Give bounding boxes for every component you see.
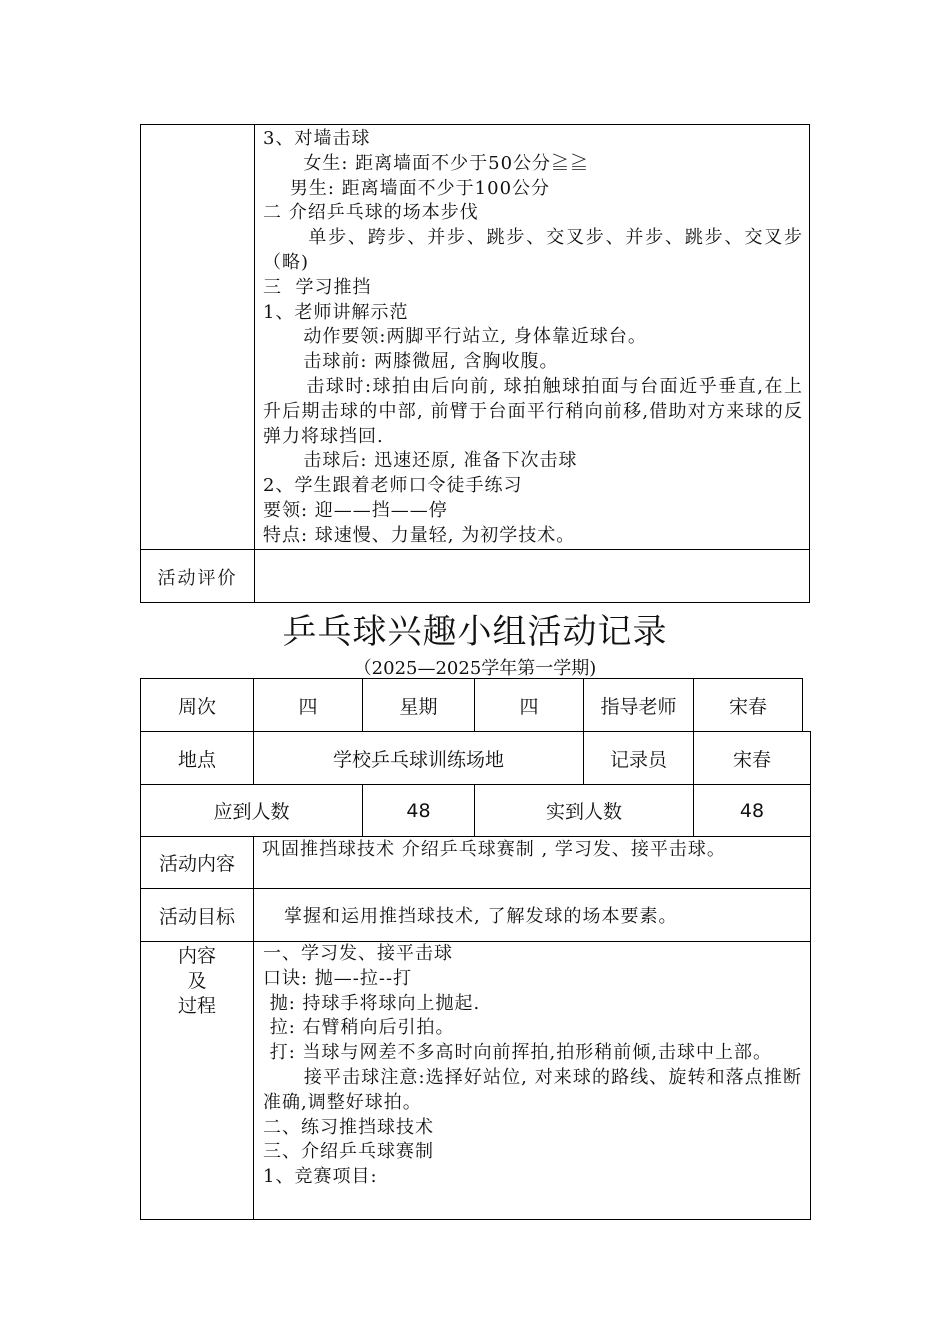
process-label [140,941,254,1220]
teacher-value: 宋春 [693,678,803,732]
process-label-line: 及 [187,970,207,992]
table-divider [254,125,255,602]
content-label: 活动内容 [140,836,254,889]
activity-process-text [263,127,803,549]
text-line: 男生: 距离墙面不少于100公分 [263,177,551,199]
actual-attendance-label: 实到人数 [474,784,694,837]
location-value: 学校乒乓球训练场地 [253,731,584,785]
text-line: 1、老师讲解示范 [263,301,409,323]
text-line: 三 学习推挡 [263,276,372,298]
process-line: 抛: 持球手将球向上抛起. [263,992,481,1014]
text-line: 动作要领:两脚平行站立, 身体靠近球台。 [263,326,647,348]
actual-attendance-value: 48 [693,784,811,837]
text-line: 要领: 迎——挡——停 [263,499,448,521]
text-line: 特点: 球速慢、力量轻, 为初学技术。 [263,524,576,546]
text-line: 单步、跨步、并步、跳步、交叉步、并步、跳步、交叉步（略) [263,227,803,273]
previous-record-table [140,124,810,603]
goal-value: 掌握和运用推挡球技术, 了解发球的场本要素。 [253,888,811,942]
process-line: 打: 当球与网差不多高时向前挥拍,拍形稍前倾,击球中上部。 [263,1042,772,1064]
location-label: 地点 [140,731,254,785]
process-line: 拉: 右臂稍向后引拍。 [263,1017,455,1039]
text-line: 3、对墙击球 [263,128,371,149]
recorder-label: 记录员 [583,731,694,785]
teacher-label: 指导老师 [583,678,694,732]
semester-subtitle: （2025—2025学年第一学期) [353,658,597,679]
week-label: 周次 [140,678,254,732]
record-title: 乒乓球兴趣小组活动记录 [282,612,668,652]
process-line: 一、学习发、接平击球 [263,943,453,964]
process-line: 1、竞赛项目: [263,1166,378,1188]
process-line: 口诀: 抛—-拉--打 [263,967,413,989]
text-line: 击球后: 迅速还原, 准备下次击球 [263,450,578,472]
evaluation-label: 活动评价 [157,567,238,589]
recorder-value: 宋春 [693,731,811,785]
weekday-label: 星期 [362,678,475,732]
process-label-line: 过程 [177,995,216,1017]
text-line: 击球时:球拍由后向前, 球拍触球拍面与台面近乎垂直,在上升后期击球的中部, 前臂于台面平行稍向前移,借助对方来球的反弹力将球挡回. [263,375,803,447]
process-label-line: 内容 [177,945,216,967]
process-line: 三、介绍乒乓球赛制 [263,1141,434,1163]
text-line: 女生: 距离墙面不少于50公分≧≧ [263,152,590,174]
text-line: 2、学生跟着老师口令徒手练习 [263,475,523,497]
content-value: 巩固推挡球技术 介绍乒乓球赛制 , 学习发、接平击球。 [253,836,811,889]
week-value: 四 [253,678,363,732]
process-content [253,941,811,1220]
expected-attendance-label: 应到人数 [140,784,363,837]
text-line: 击球前: 两膝微屈, 含胸收腹。 [263,351,559,373]
process-line: 二、练习推挡球技术 [263,1116,434,1138]
goal-label: 活动目标 [140,888,254,942]
text-line: 二 介绍乒乓球的场本步伐 [263,202,479,224]
process-line: 接平击球注意:选择好站位, 对来球的路线、旋转和落点推断准确,调整好球拍。 [263,1066,802,1113]
weekday-value: 四 [474,678,584,732]
expected-attendance-value: 48 [362,784,475,837]
